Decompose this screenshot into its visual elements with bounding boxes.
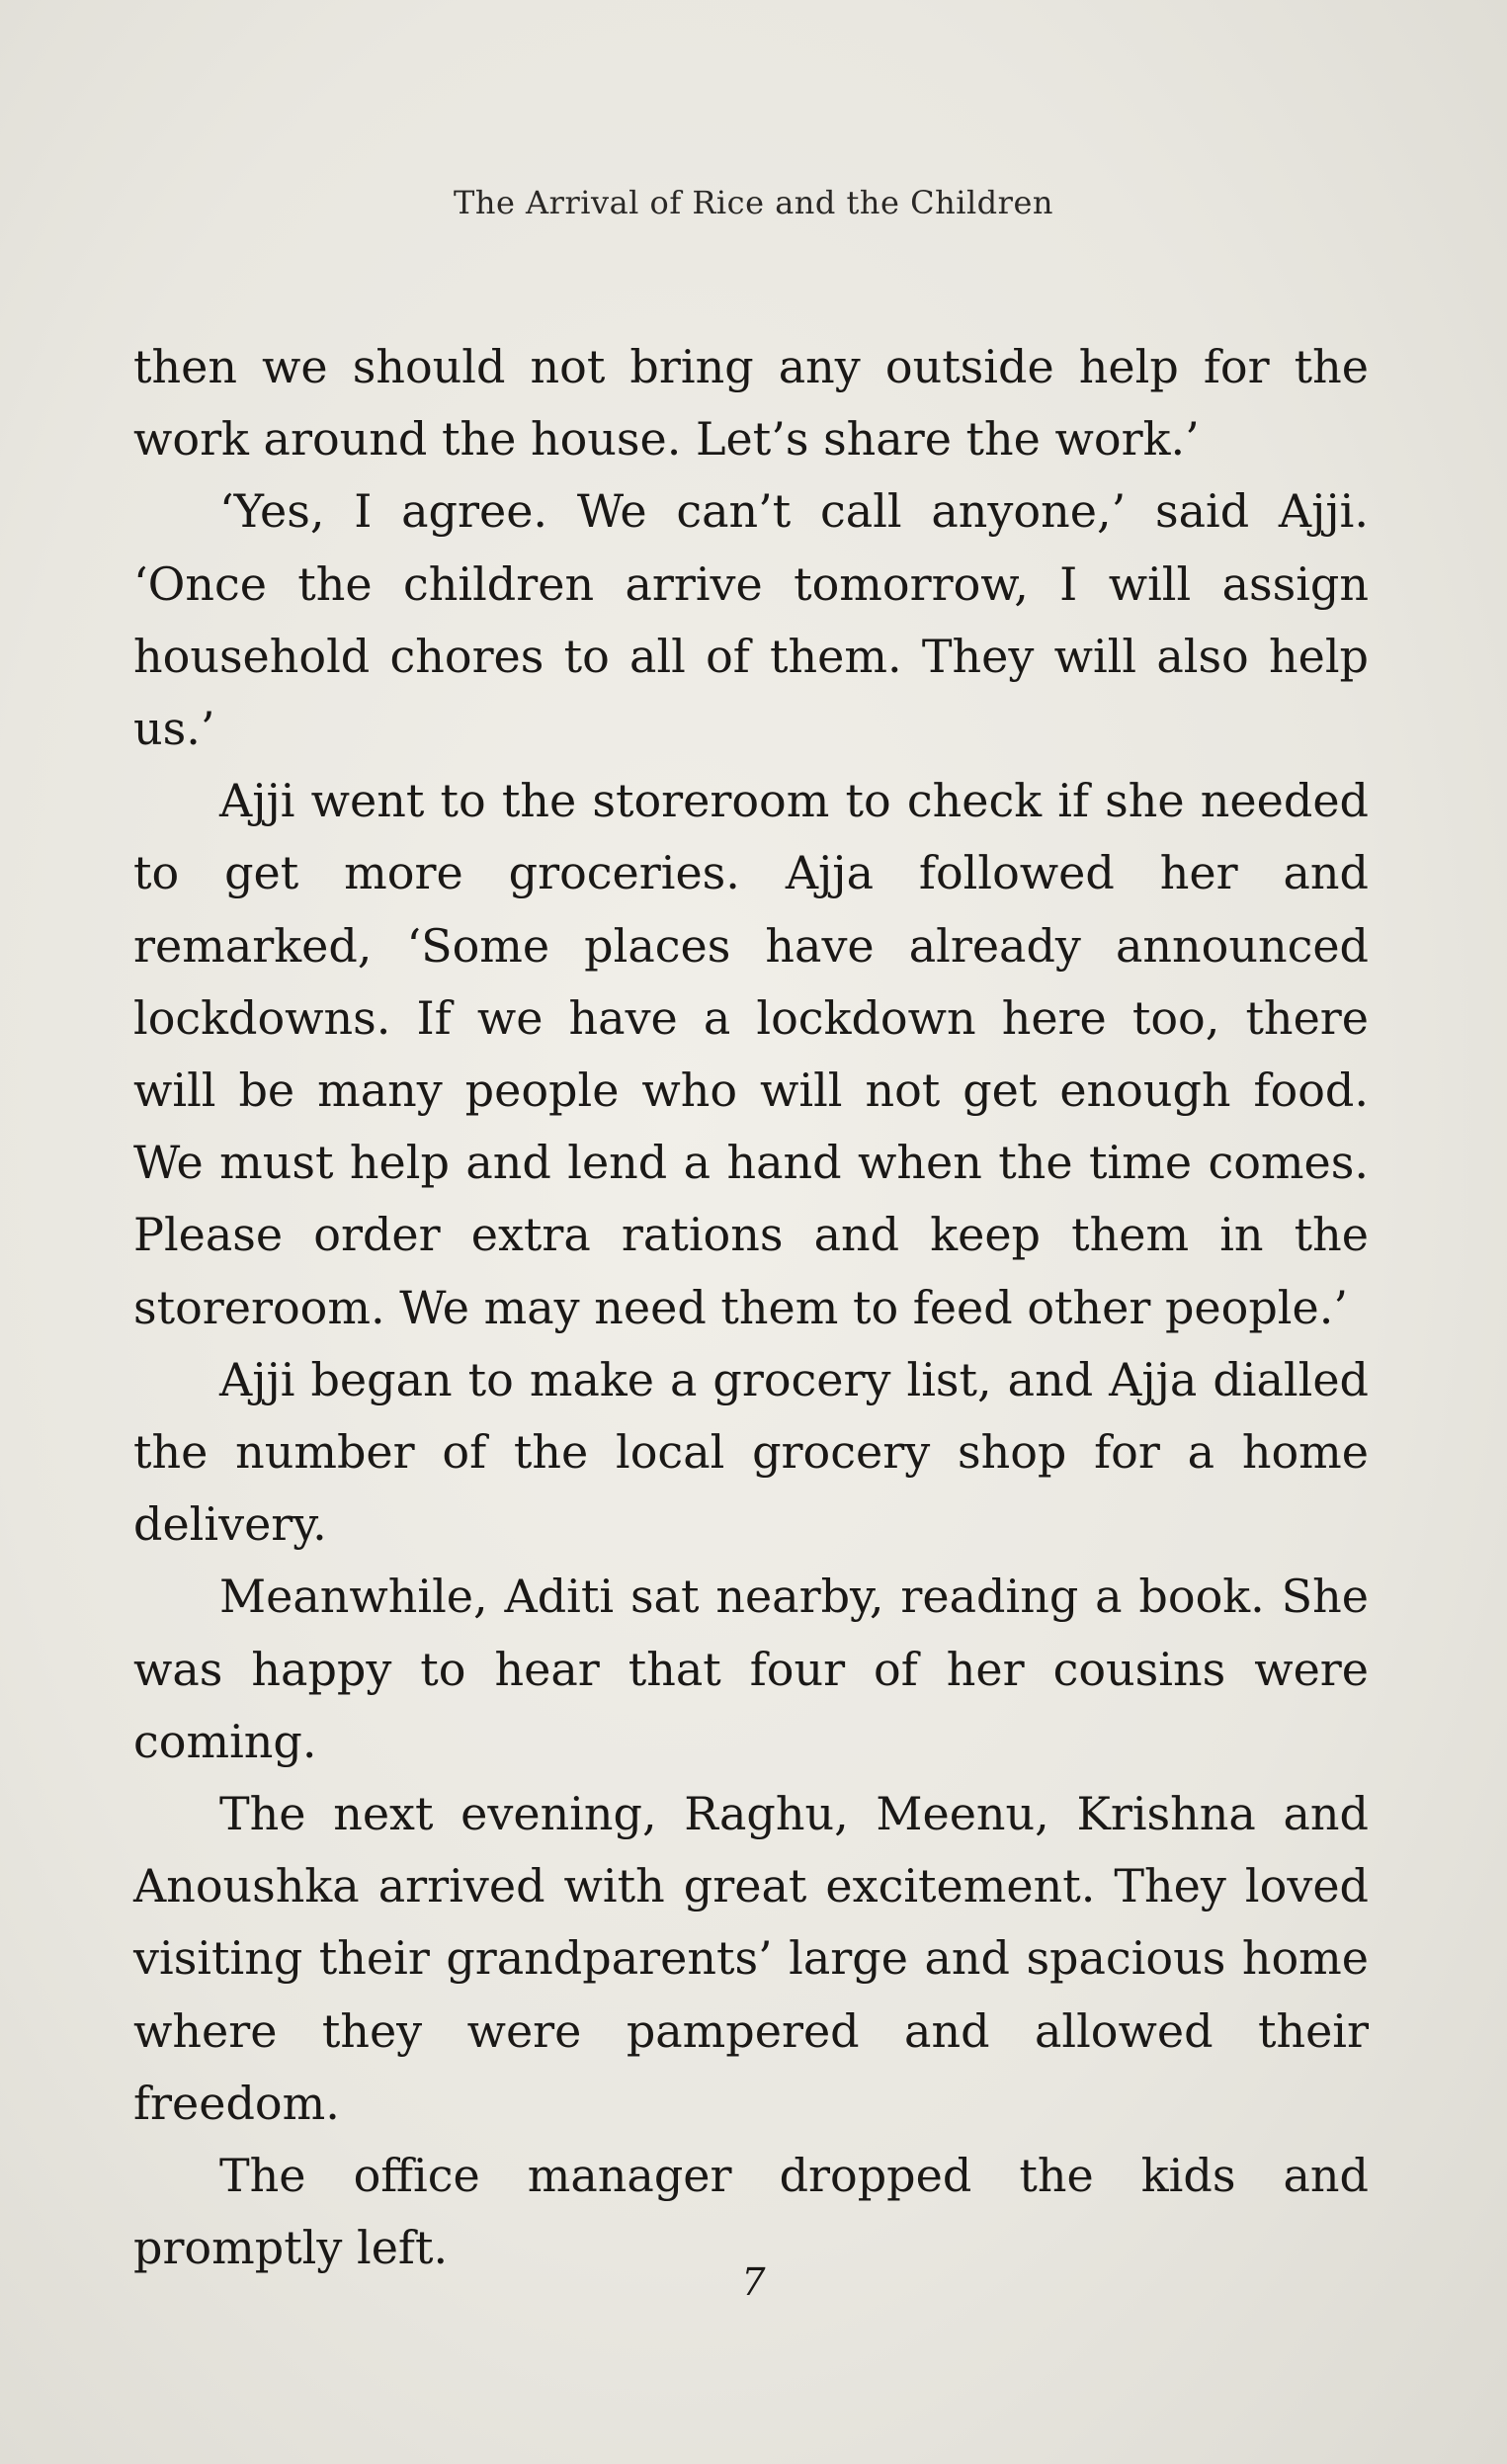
paragraph-6: The next evening, Raghu, Meenu, Krishna and Anoushka arrived with great excitement. They loved visiting their grandparents’ large and spacious home where they were pampered and allowed their freedom. (133, 1787, 1369, 2130)
paragraph-4: Ajji began to make a grocery list, and Ajja dialled the number of the local grocery shop for a home delivery. (133, 1352, 1369, 1552)
paragraph-3: Ajji went to the storeroom to check if she needed to get more groceries. Ajja followed her and remarked, ‘Some places have already announced lockdowns. If we have a lockdown here too, there will be many people who will not get enough food. We must help and lend a hand when the time comes. Please order extra rations and keep them in the storeroom. We may need them to feed other people.’ (133, 774, 1369, 1334)
paragraph-2: ‘Yes, I agree. We can’t call anyone,’ said Ajji. ‘Once the children arrive tomorrow, I will assign household chores to all of them. They will also help us.’ (133, 484, 1369, 756)
body-text (133, 331, 1369, 2284)
page-number: 7 (741, 2260, 766, 2304)
paragraph-1: then we should not bring any outside help for the work around the house. Let’s share the work.’ (133, 340, 1369, 467)
running-head: The Arrival of Rice and the Children (453, 184, 1053, 221)
paragraph-7: The office manager dropped the kids and promptly left. (133, 2149, 1369, 2275)
paragraph-5: Meanwhile, Aditi sat nearby, reading a book. She was happy to hear that four of her cousins were coming. (133, 1570, 1369, 1768)
